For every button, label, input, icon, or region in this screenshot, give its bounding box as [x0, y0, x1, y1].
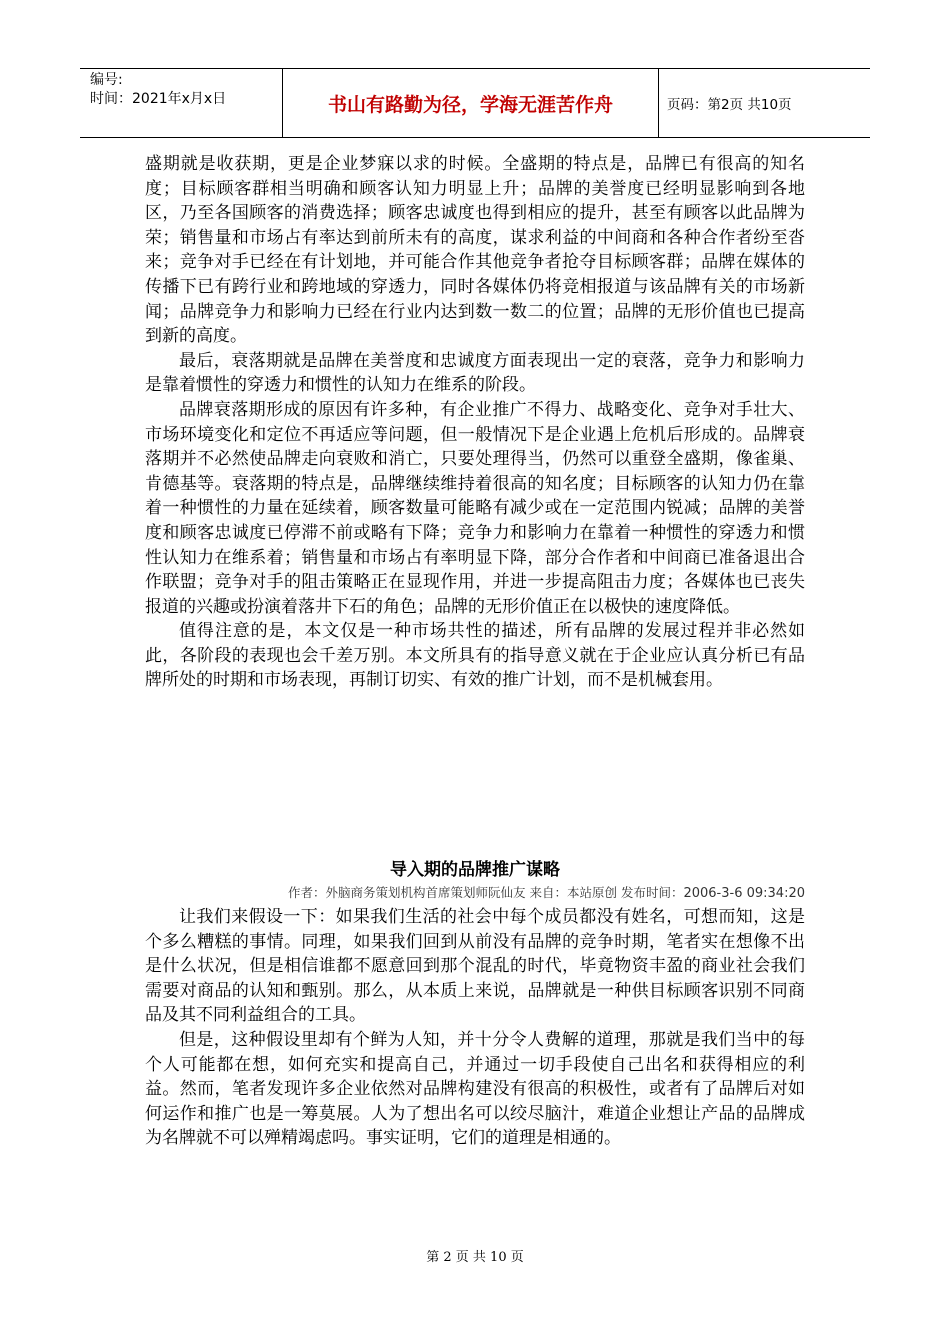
article-byline [145, 883, 805, 901]
document-time-label: 时间：2021年x月x日 [90, 91, 227, 107]
header-page-info: 页码：第2页 共10页 [667, 97, 792, 113]
page-footer: 第 2 页 共 10 页 [426, 1250, 524, 1265]
document-number-label: 编号: [90, 72, 123, 88]
header-page-cell [659, 69, 870, 137]
section-continued-text [145, 152, 805, 693]
paragraph: 盛期就是收获期，更是企业梦寐以求的时候。全盛期的特点是，品牌已有很高的知名度；目标顾客群相当明确和顾客认知力明显上升；品牌的美誉度已经明显影响到各地区，乃至各国顾客的消费选择；顾客忠诚度也得到相应的提升，甚至有顾客以此品牌为荣；销售量和市场占有率达到前所未有的高度，谋求利益的中间商和各种合作者纷至沓来；竞争对手已经在有计划地，并可能合作其他竞争者抢夺目标顾客群；品牌在媒体的传播下已有跨行业和跨地域的穿透力，同时各媒体仍将竞相报道与该品牌有关的市场新闻；品牌竞争力和影响力已经在行业内达到数一数二的位置；品牌的无形价值也已提高到新的高度。 [145, 154, 805, 347]
header-table [80, 68, 870, 138]
article-title: 导入期的品牌推广谋略 [390, 860, 560, 880]
article-body [145, 905, 805, 1151]
header-meta-cell [80, 69, 282, 137]
paragraph: 让我们来假设一下：如果我们生活的社会中每个成员都没有姓名，可想而知，这是个多么糟糕的事情。同理，如果我们回到从前没有品牌的竞争时期，笔者实在想像不出是什么状况，但是相信谁都不愿意回到那个混乱的时代，毕竟物资丰盈的商业社会我们需要对商品的认知和甄别。那么，从本质上来说，品牌就是一种供目标顾客识别不同商品及其不同利益组合的工具。 [145, 907, 805, 1026]
header-motto: 书山有路勤为径，学海无涯苦作舟 [327, 93, 613, 116]
paragraph: 最后，衰落期就是品牌在美誉度和忠诚度方面表现出一定的衰落，竞争力和影响力是靠着惯性的穿透力和惯性的认知力在维系的阶段。 [145, 350, 805, 396]
paragraph: 值得注意的是，本文仅是一种市场共性的描述，所有品牌的发展过程并非必然如此，各阶段的表现也会千差万别。本文所具有的指导意义就在于企业应认真分析已有品牌所处的时期和市场表现，再制订切实、有效的推广计划，而不是机械套用。 [145, 621, 805, 691]
header-motto-cell [282, 69, 659, 137]
byline-text: 作者：外脑商务策划机构首席策划师阮仙友 来自：本站原创 发布时间： [288, 885, 684, 900]
paragraph: 但是，这种假设里却有个鲜为人知，并十分令人费解的道理，那就是我们当中的每个人可能都在想，如何充实和提高自己，并通过一切手段使自己出名和获得相应的利益。然而，笔者发现许多企业依然对品牌构建没有很高的积极性，或者有了品牌后对如何运作和推广也是一筹莫展。人为了想出名可以绞尽脑汁，难道企业想让产品的品牌成为名牌就不可以殚精竭虑吗。事实证明，它们的道理是相通的。 [145, 1029, 805, 1149]
paragraph: 品牌衰落期形成的原因有许多种，有企业推广不得力、战略变化、竞争对手壮大、市场环境变化和定位不再适应等问题，但一般情况下是企业遇上危机后形成的。品牌衰落期并不必然使品牌走向衰败和消亡，只要处理得当，仍然可以重登全盛期，像雀巢、肯德基等。衰落期的特点是，品牌继续维持着很高的知名度；目标顾客的认知力仍在靠着一种惯性的力量在延续着，顾客数量可能略有减少或在一定范围内锐减；品牌的美誉度和顾客忠诚度已停滞不前或略有下降；竞争力和影响力在靠着一种惯性的穿透力和惯性认知力在维系着；销售量和市场占有率明显下降，部分合作者和中间商已准备退出合作联盟；竞争对手的阻击策略正在显现作用，并进一步提高阻击力度；各媒体也已丧失报道的兴趣或扮演着落井下石的角色；品牌的无形价值正在以极快的速度降低。 [145, 399, 805, 617]
publish-time: 2006-3-6 09:34:20 [683, 886, 805, 901]
